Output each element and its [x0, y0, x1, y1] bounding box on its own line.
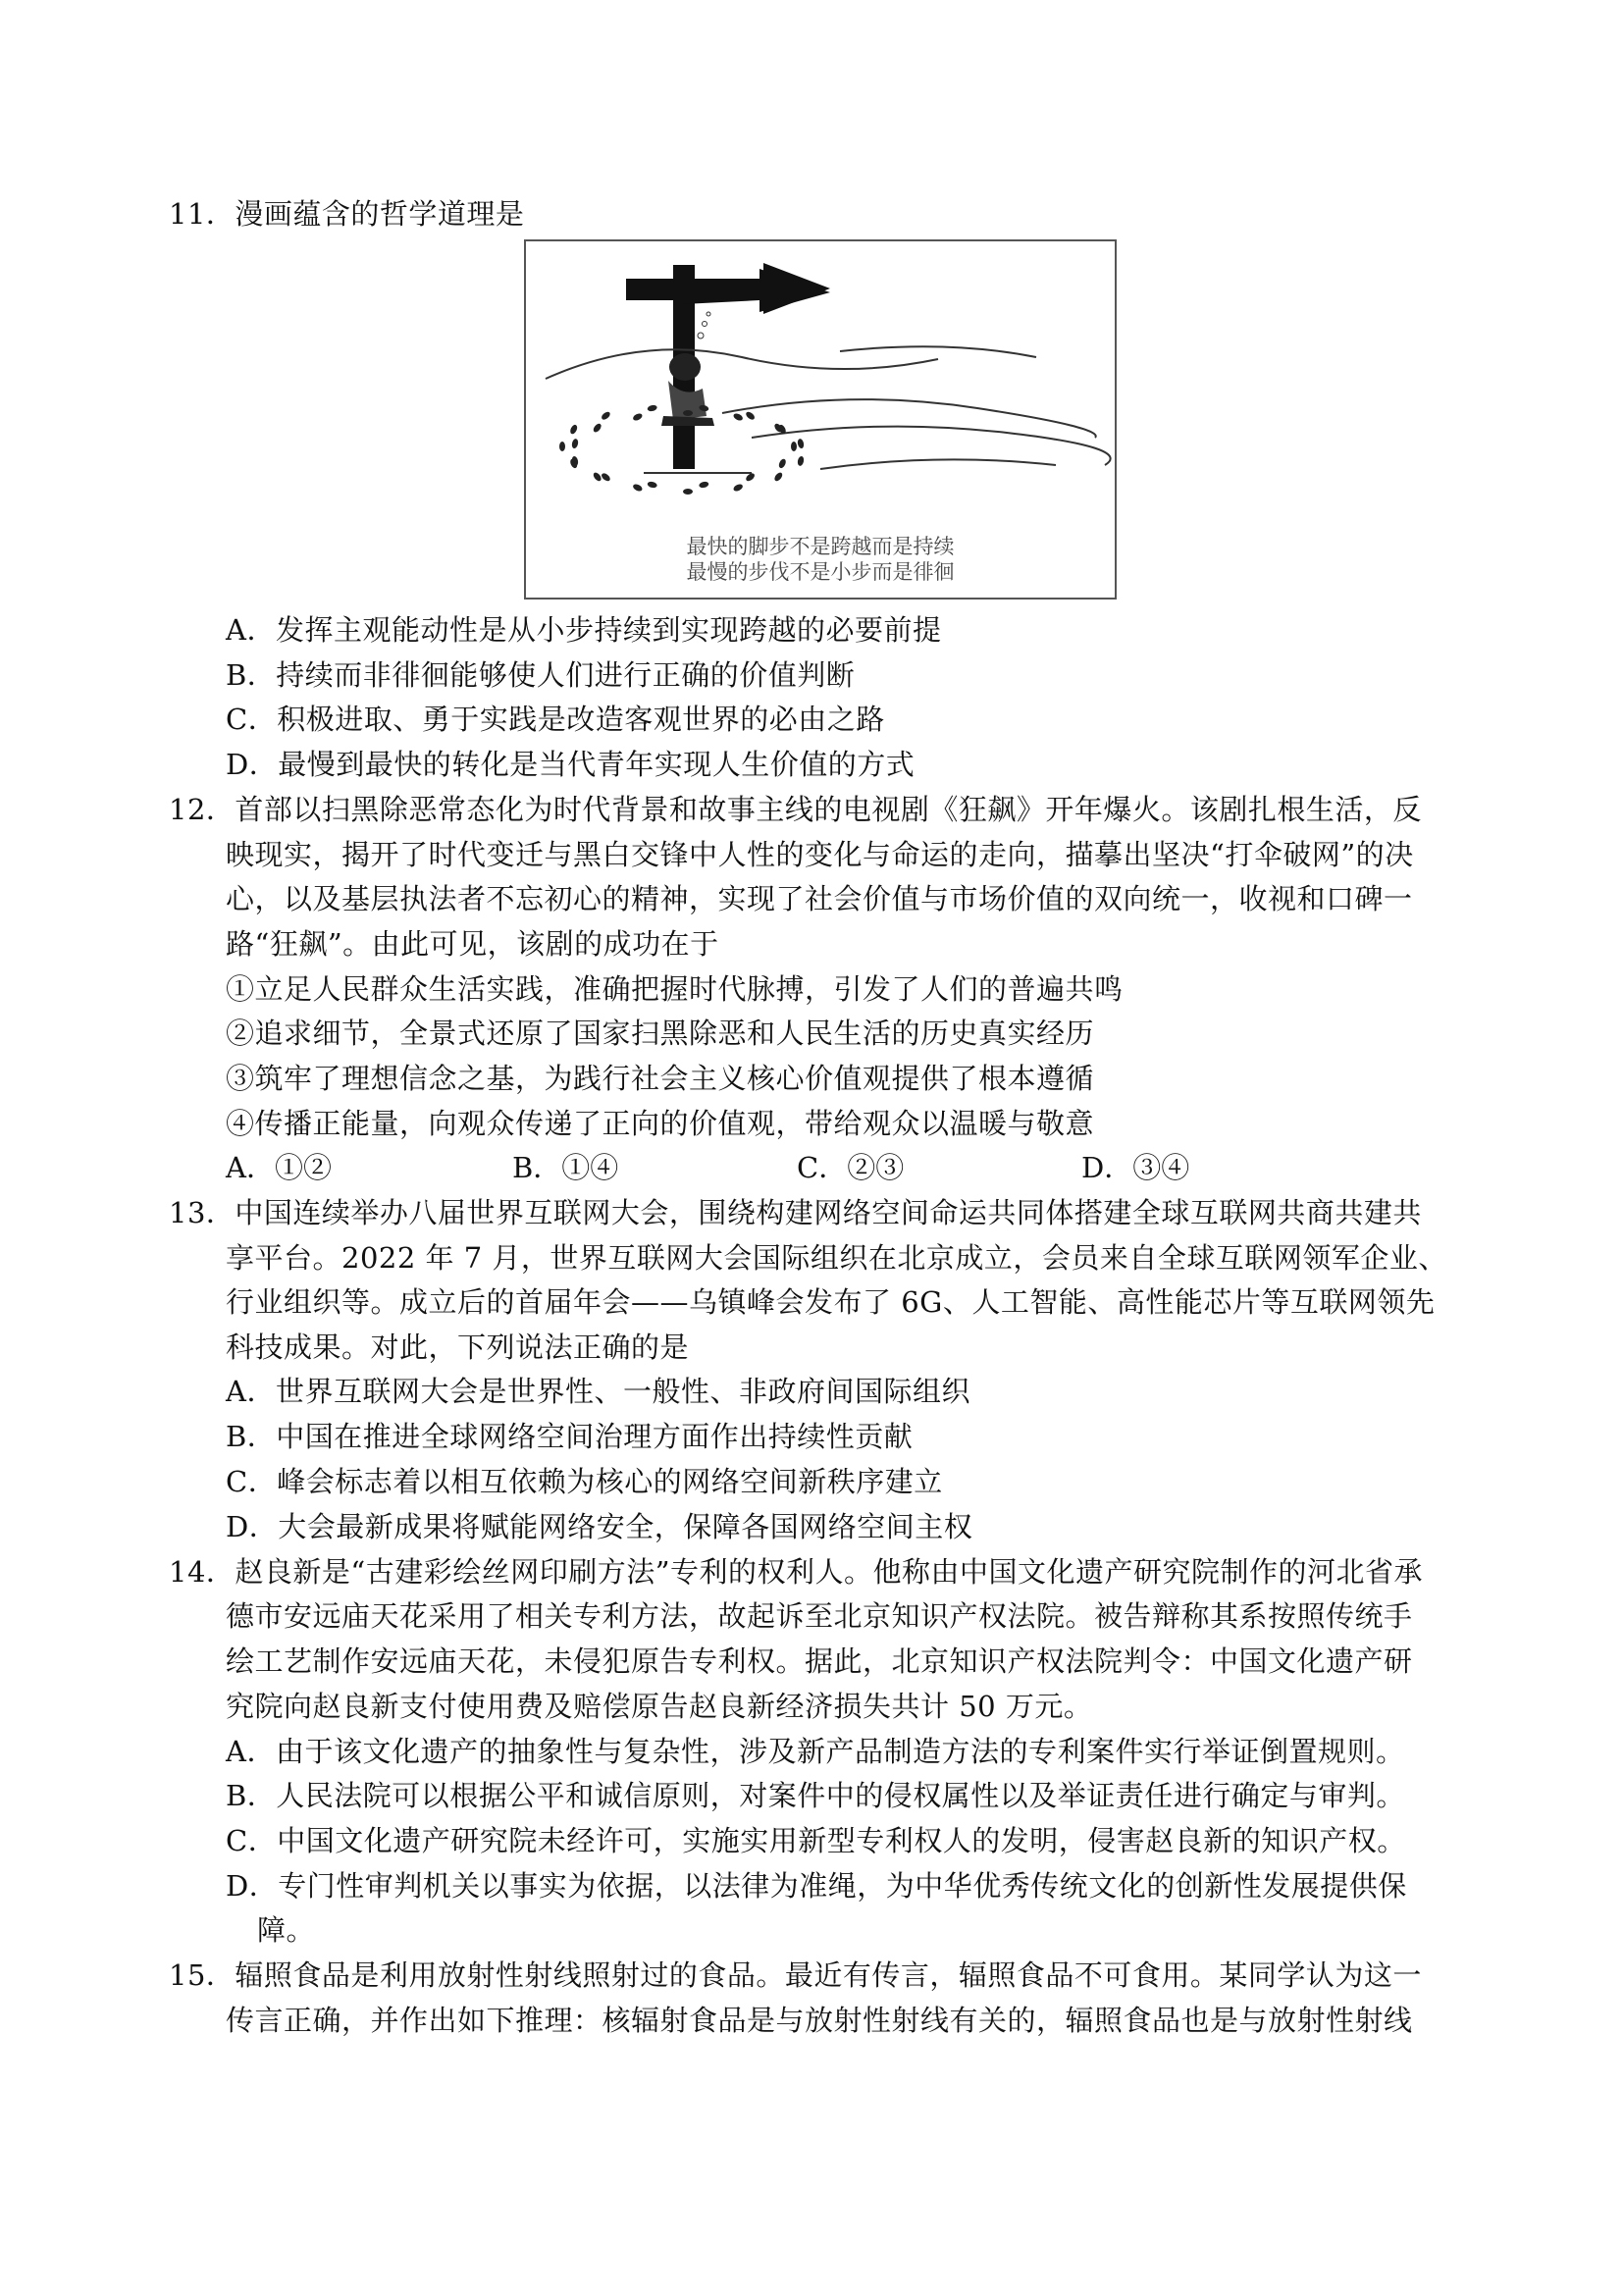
footprint-mark [569, 424, 579, 436]
footprint-mark [777, 458, 787, 470]
q11-option-c: C．积极进取、勇于实践是改造客观世界的必由之路 [226, 703, 885, 736]
footprint-mark [559, 442, 565, 451]
q13-option-d: D．大会最新成果将赋能网络安全，保障各国网络空间主权 [226, 1510, 973, 1543]
q11-option-a: A．发挥主观能动性是从小步持续到实现跨越的必要前提 [226, 613, 942, 647]
q12-stem-line4: 路“狂飙”。由此可见，该剧的成功在于 [226, 927, 719, 961]
q14-option-a: A．由于该文化遗产的抽象性与复杂性，涉及新产品制造方法的专利案件实行举证倒置规则。 [226, 1735, 1405, 1768]
q13-option-a: A．世界互联网大会是世界性、一般性、非政府间国际组织 [226, 1375, 970, 1408]
footprint-mark [773, 471, 784, 483]
footprint-mark [732, 483, 744, 493]
landscape-lines [546, 346, 1111, 469]
footprint-mark [797, 439, 805, 449]
q14-stem-line3: 绘工艺制作安远庙天花，未侵犯原告专利权。据此，北京知识产权法院判令：中国文化遗产研 [226, 1644, 1413, 1678]
footprint-mark [797, 455, 805, 466]
q14-stem-line4: 究院向赵良新支付使用费及赔偿原告赵良新经济损失共计 50 万元。 [226, 1690, 1093, 1723]
q12-stem-line2: 映现实，揭开了时代变迁与黑白交锋中人性的变化与命运的走向，描摹出坚决“打伞破网”的决 [226, 838, 1414, 871]
q11-option-d: D．最慢到最快的转化是当代青年实现人生价值的方式 [226, 748, 916, 781]
q15-stem-line2: 传言正确，并作出如下推理：核辐射食品是与放射性射线有关的，辐照食品也是与放射性射线 [226, 2004, 1413, 2037]
footprint-mark [745, 410, 757, 421]
q13-stem-line2: 享平台。2022 年 7 月，世界互联网大会国际组织在北京成立，会员来自全球互联网领军企业、 [226, 1241, 1447, 1275]
footprint-mark [732, 412, 744, 422]
q12-stem-line3: 心，以及基层执法者不忘初心的精神，实现了社会价值与市场价值的双向统一，收视和口碑一 [226, 882, 1413, 915]
q12-choice-d: D．③④ [1081, 1151, 1190, 1184]
q13-stem-line3: 行业组织等。成立后的首届年会——乌镇峰会发布了 6G、人工智能、高性能芯片等互联网领先 [226, 1285, 1436, 1319]
q12-choice-a: A．①② [226, 1151, 332, 1184]
q13-stem-line1: 13．中国连续举办八届世界互联网大会，围绕构建网络空间命运共同体搭建全球互联网共商共建共 [169, 1196, 1422, 1229]
q13-option-c: C．峰会标志着以相互依赖为核心的网络空间新秩序建立 [226, 1465, 943, 1498]
q12-statement-4: ④传播正能量，向观众传递了正向的价值观，带给观众以温暖与敬意 [226, 1107, 1095, 1140]
q14-option-c: C．中国文化遗产研究院未经许可，实施实用新型专利权人的发明，侵害赵良新的知识产权。 [226, 1824, 1406, 1857]
cartoon-caption-line2: 最慢的步伐不是小步而是徘徊 [686, 560, 955, 584]
q12-statement-3: ③筑牢了理想信念之基，为践行社会主义核心价值观提供了根本遵循 [226, 1062, 1095, 1095]
footprint-mark [571, 439, 579, 449]
q14-option-d: D．专门性审判机关以事实为依据，以法律为准绳，为中华优秀传统文化的创新性发展提供保 [226, 1869, 1407, 1903]
q12-choice-b: B．①④ [512, 1151, 619, 1184]
footprint-mark [632, 483, 644, 493]
q12-choice-c: C．②③ [797, 1151, 905, 1184]
cartoon-caption-line1: 最快的脚步不是跨越而是持续 [686, 535, 955, 558]
q14-option-d-continued: 障。 [257, 1913, 316, 1947]
q14-stem-line2: 德市安远庙天花采用了相关专利方法，故起诉至北京知识产权法院。被告辩称其系按照传统手 [226, 1599, 1413, 1633]
q11-option-b: B．持续而非徘徊能够使人们进行正确的价值判断 [226, 658, 856, 692]
q11-stem: 11．漫画蕴含的哲学道理是 [169, 197, 525, 231]
footprint-mark [791, 442, 797, 451]
footprint-mark [683, 489, 693, 495]
footprint-mark [683, 410, 693, 416]
q12-choices [226, 1151, 1207, 1184]
q12-stem-line1: 12．首部以扫黑除恶常态化为时代背景和故事主线的电视剧《狂飙》开年爆火。该剧扎根生活，反 [169, 793, 1422, 826]
q12-statement-1: ①立足人民群众生活实践，准确把握时代脉搏，引发了人们的普遍共鸣 [226, 972, 1124, 1006]
footprint-mark [592, 422, 602, 434]
footprint-mark [632, 412, 644, 422]
q14-option-b: B．人民法院可以根据公平和诚信原则，对案件中的侵权属性以及举证责任进行确定与审判。 [226, 1779, 1405, 1812]
q14-stem-line1: 14．赵良新是“古建彩绘丝网印刷方法”专利的权利人。他称由中国文化遗产研究院制作的河北省承 [169, 1555, 1424, 1589]
q15-stem-line1: 15．辐照食品是利用放射性射线照射过的食品。最近有传言，辐照食品不可食用。某同学认为这一 [169, 1958, 1422, 1992]
footprint-mark [601, 410, 612, 421]
q11-cartoon [524, 239, 1117, 600]
footprint-mark [601, 472, 612, 483]
q13-stem-line4: 科技成果。对此，下列说法正确的是 [226, 1331, 690, 1364]
footprint-mark [647, 404, 657, 412]
footprint-mark [647, 481, 657, 489]
footprint-mark [699, 481, 709, 489]
q13-option-b: B．中国在推进全球网络空间治理方面作出持续性贡献 [226, 1420, 914, 1453]
footprint-mark [592, 471, 602, 483]
q12-statement-2: ②追求细节，全景式还原了国家扫黑除恶和人民生活的历史真实经历 [226, 1017, 1095, 1050]
